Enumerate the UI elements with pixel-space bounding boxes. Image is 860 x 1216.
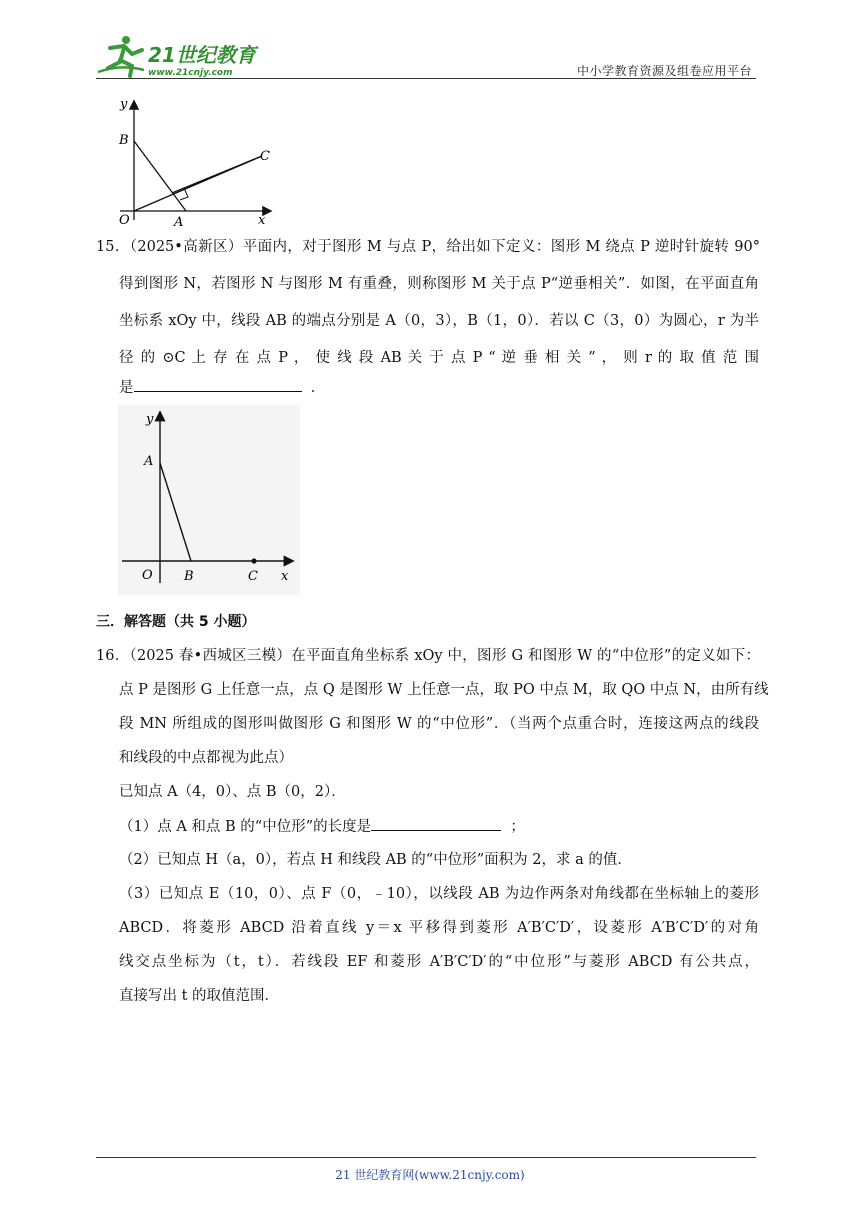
figure-background — [118, 405, 300, 595]
q15-line1: 15．（2025•高新区）平面内，对于图形 M 与点 P，给出如下定义：图形 M 绕点 P 逆时针旋转 90° — [96, 239, 760, 255]
label-x: x — [258, 213, 266, 228]
q15-line3: 坐标系 xOy 中，线段 AB 的端点分别是 A（0，3），B（1，0）．若以 C（3，0）为圆心，r 为半 — [119, 313, 759, 329]
logo — [96, 34, 266, 78]
q16-part2: （2）已知点 H（a，0），若点 H 和线段 AB 的“中位形”面积为 2，求 a 的值． — [119, 852, 632, 868]
figure-q14 — [110, 96, 280, 228]
q16-part3-line1: （3）已知点 E（10，0）、点 F（0，﹣10），以线段 AB 为边作两条对角线都在坐标轴上的菱形 — [119, 886, 759, 902]
label-b: B — [184, 569, 194, 584]
q16-part1-suffix: ； — [510, 819, 525, 835]
runner-icon — [98, 36, 144, 76]
answer-blank-q15[interactable] — [134, 377, 302, 392]
label-b: B — [119, 133, 129, 148]
segment-bc — [172, 156, 262, 193]
q16-part1-text: （1）点 A 和点 B 的“中位形”的长度是 — [119, 819, 372, 835]
label-y: y — [120, 97, 128, 112]
label-x: x — [281, 569, 289, 584]
q15-line4: 径 的 ⊙C 上 存 在 点 P ， 使 线 段 AB 关 于 点 P “ 逆 垂 相 关 ” ， 则 r 的 取 值 范 围 — [119, 350, 759, 366]
section-heading: 三．解答题（共 5 小题） — [96, 614, 256, 630]
figure-q15 — [118, 405, 300, 595]
label-o: O — [119, 213, 130, 228]
q16-line5: 已知点 A（4，0）、点 B（0，2）． — [119, 784, 346, 800]
q16-line4: 和线段的中点都视为此点） — [119, 750, 293, 766]
q15-prefix: 是 — [119, 380, 134, 396]
page-header — [96, 34, 756, 80]
q15-line5 — [119, 377, 759, 398]
q16-part3-line2: ABCD．将菱形 ABCD 沿着直线 y＝x 平移得到菱形 A′B′C′D′，设菱形 A′B′C′D′的对角 — [119, 920, 759, 936]
label-o: O — [142, 568, 153, 583]
q16-part3-line3: 线交点坐标为（t，t）．若线段 EF 和菱形 A′B′C′D′的“中位形”与菱形 ABCD 有公共点， — [119, 954, 759, 970]
label-y: y — [146, 412, 154, 427]
point-c — [251, 558, 256, 563]
platform-name: 中小学教育资源及组卷应用平台 — [576, 64, 752, 78]
q16-line3: 段 MN 所组成的图形叫做图形 G 和图形 W 的“中位形”．（当两个点重合时，连接这两点的线段 — [119, 716, 759, 732]
label-c: C — [248, 569, 258, 584]
svg-text:21世纪教育: 21世纪教育 — [148, 43, 256, 67]
q16-part3-line4: 直接写出 t 的取值范围． — [119, 988, 280, 1004]
q16-line1: 16．（2025 春•西城区三模）在平面直角坐标系 xOy 中，图形 G 和图形 W 的“中位形”的定义如下： — [96, 648, 760, 664]
page-footer: 21 世纪教育网(www.21cnjy.com) — [335, 1168, 525, 1182]
q16-part1 — [119, 816, 759, 837]
label-a: A — [144, 454, 154, 469]
label-a: A — [174, 215, 184, 228]
q16-line2: 点 P 是图形 G 上任意一点，点 Q 是图形 W 上任意一点，取 PO 中点 M，取 QO 中点 N，由所有线 — [119, 682, 769, 698]
footer-divider — [96, 1157, 756, 1158]
q15-line2: 得到图形 N，若图形 N 与图形 M 有重叠，则称图形 M 关于点 P“逆垂相关”．如图，在平面直角 — [119, 276, 759, 292]
header-divider — [96, 78, 756, 79]
answer-blank-q16-1[interactable] — [371, 816, 501, 831]
svg-text:www.21cnjy.com: www.21cnjy.com — [148, 68, 233, 78]
label-c: C — [260, 149, 270, 164]
q15-suffix: ． — [310, 380, 326, 396]
